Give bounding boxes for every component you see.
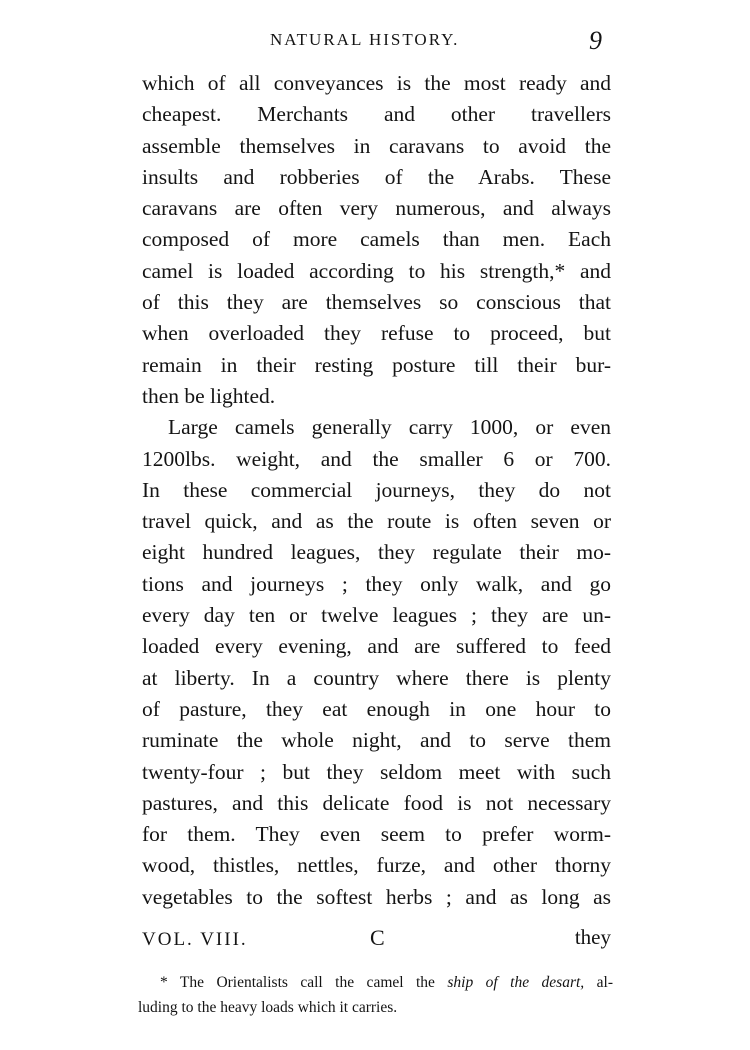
text-line: ruminate the whole night, and to serve them xyxy=(142,728,611,753)
running-title: NATURAL HISTORY. xyxy=(270,30,460,49)
page-number: 9 xyxy=(589,26,602,55)
text-line: of this they are themselves so conscious that xyxy=(142,290,611,315)
footnote-text: al- xyxy=(584,974,613,991)
text-line: for them. They even seem to prefer worm- xyxy=(142,822,611,847)
text-line: which of all conveyances is the most ready and xyxy=(142,71,611,95)
text-line: assemble themselves in caravans to avoid the xyxy=(142,133,611,158)
footnote xyxy=(138,970,613,1020)
text-line: pastures, and this delicate food is not necessary xyxy=(142,790,611,815)
body-text xyxy=(142,68,611,913)
text-line: camel is loaded according to his strength,* and xyxy=(142,258,611,283)
text-line: of pasture, they eat enough in one hour to xyxy=(142,696,611,721)
footnote-line: luding to the heavy loads which it carries. xyxy=(138,999,398,1016)
text-line: composed of more camels than men. Each xyxy=(142,227,611,252)
text-line: every day ten or twelve leagues ; they are un- xyxy=(142,603,611,628)
text-line: loaded every evening, and are suffered to feed xyxy=(142,634,611,659)
text-line: twenty-four ; but they seldom meet with such xyxy=(142,759,611,784)
text-line: cheapest. Merchants and other travellers xyxy=(142,102,611,127)
text-line: at liberty. In a country where there is plenty xyxy=(142,665,611,690)
text-line: vegetables to the softest herbs ; and as long as xyxy=(142,884,611,909)
text-line: travel quick, and as the route is often seven or xyxy=(142,509,611,534)
text-line: 1200lbs. weight, and the smaller 6 or 700. xyxy=(142,446,611,471)
text-line: insults and robberies of the Arabs. These xyxy=(142,164,611,189)
footnote-line xyxy=(138,970,613,995)
text-line: wood, thistles, nettles, furze, and other thorny xyxy=(142,853,611,878)
footnote-italic-phrase: ship of the desart, xyxy=(447,974,585,991)
volume-mark: VOL. VIII. xyxy=(142,929,248,950)
signature-letter: C xyxy=(370,925,385,950)
text-line: eight hundred leagues, they regulate their mo- xyxy=(142,540,611,565)
text-line: remain in their resting posture till their bur- xyxy=(142,352,611,377)
catchword: they xyxy=(574,925,611,949)
paragraph-start-line: Large camels generally carry 1000, or even xyxy=(168,415,611,440)
signature-line xyxy=(142,925,611,956)
footnote-text: * The Orientalists call the camel the xyxy=(160,974,448,991)
text-line: tions and journeys ; they only walk, and go xyxy=(142,571,611,596)
text-line: caravans are often very numerous, and always xyxy=(142,196,611,221)
paragraph-end-line: then be lighted. xyxy=(142,383,276,408)
text-line: when overloaded they refuse to proceed, but xyxy=(142,321,611,346)
text-line: In these commercial journeys, they do not xyxy=(142,477,611,502)
